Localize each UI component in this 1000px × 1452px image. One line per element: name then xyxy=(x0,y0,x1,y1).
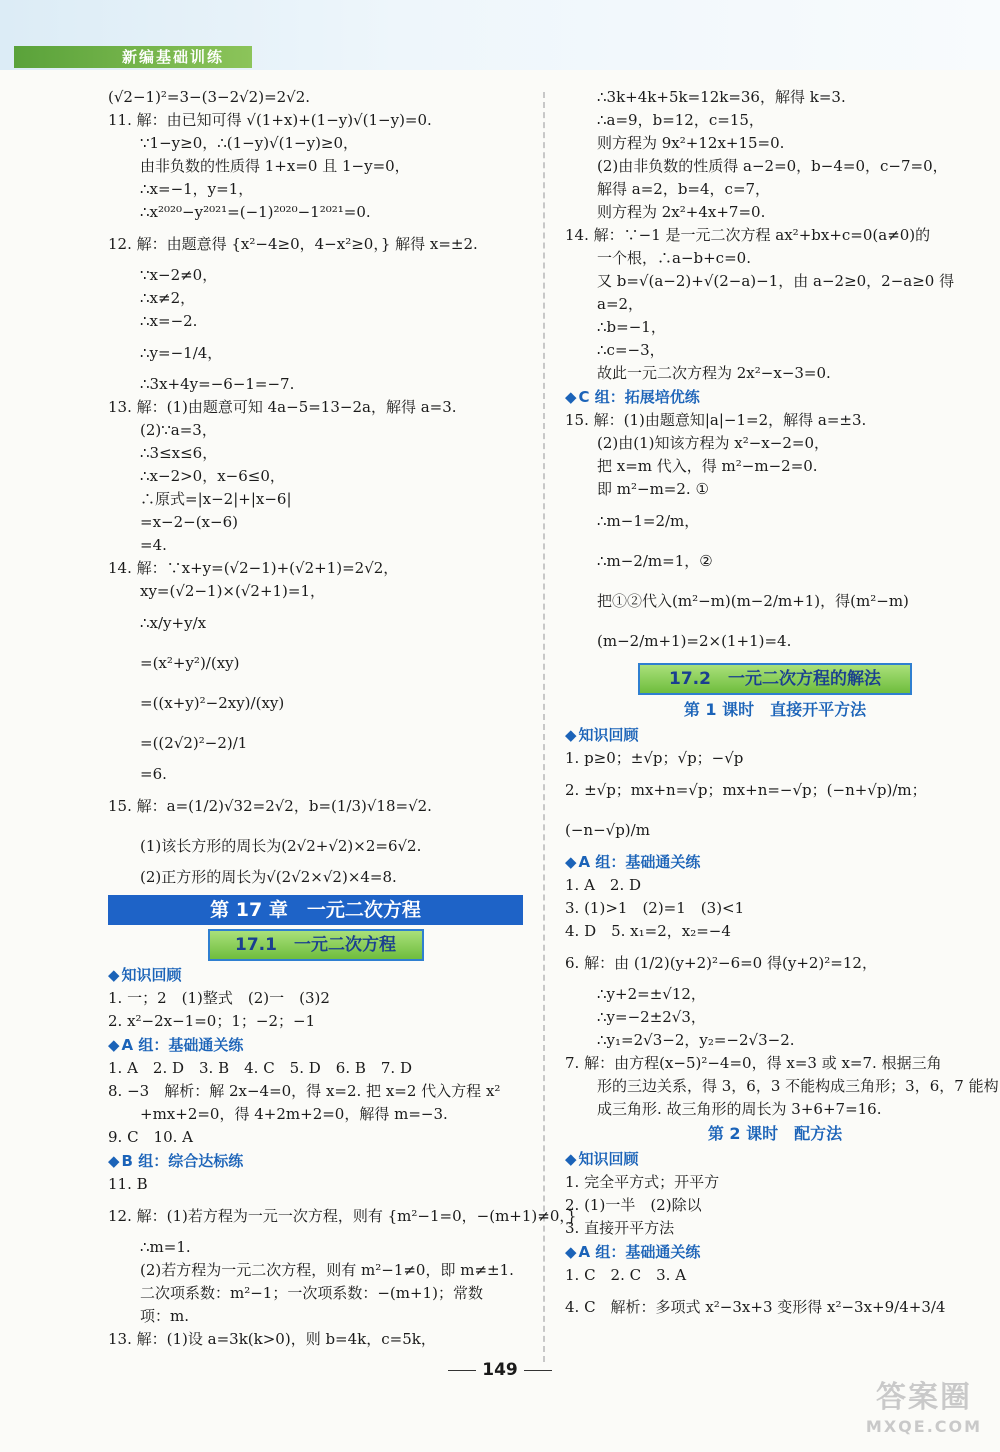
answer-line: ∴x²⁰²⁰−y²⁰²¹=(−1)²⁰²⁰−1²⁰²¹=0. xyxy=(140,203,371,221)
lesson-title: 第 1 课时 直接开平方法 xyxy=(683,700,867,719)
answer-line: 9. C 10. A xyxy=(108,1128,194,1146)
section-heading-text: 知识回顾 xyxy=(578,726,639,744)
section-heading-text: A 组：基础通关练 xyxy=(578,1243,701,1261)
answer-line: 又 b=√(a−2)+√(2−a)−1，由 a−2≥0，2−a≥0 得 xyxy=(597,272,955,290)
answer-line: 把 x=m 代入，得 m²−m−2=0. xyxy=(597,457,818,475)
answer-line: =((2√2)²−2)/1 xyxy=(140,734,248,752)
answer-line: 形的三边关系，得 3，6，3 不能构成三角形；3，6，7 能构 xyxy=(597,1077,999,1095)
answer-line: ∴m−2/m=1，② xyxy=(597,552,713,570)
answer-line: 成三角形. 故三角形的周长为 3+6+7=16. xyxy=(597,1100,882,1118)
answer-line: ∴m−1=2/m， xyxy=(597,512,700,530)
answer-line: 1. A 2. D xyxy=(565,876,642,894)
answer-line: 则方程为 9x²+12x+15=0. xyxy=(597,134,785,152)
answer-line: ∴m=1. xyxy=(140,1238,191,1256)
answer-line: 15. 解：(1)由题意知|a|−1=2，解得 a=±3. xyxy=(565,411,867,429)
section-heading-text: A 组：基础通关练 xyxy=(578,853,701,871)
answer-line: (2)由非负数的性质得 a−2=0，b−4=0，c−7=0， xyxy=(597,157,948,175)
lesson-title: 第 2 课时 配方法 xyxy=(707,1124,843,1143)
answer-line: ∵x−2≠0， xyxy=(140,266,218,284)
section-heading xyxy=(565,385,985,409)
section-heading-text: 知识回顾 xyxy=(578,1150,639,1168)
page-number-text: 149 xyxy=(482,1360,518,1380)
answer-line: 即 m²−m=2. ① xyxy=(597,480,709,498)
diamond-icon: ◆ xyxy=(565,853,577,871)
answer-line: 11. B xyxy=(108,1175,148,1193)
book-series-tag: 新编基础训练 xyxy=(14,46,252,68)
chapter-banner: 第 17 章 一元二次方程 xyxy=(108,895,523,925)
section-heading-text: C 组：拓展培优练 xyxy=(578,388,700,406)
answer-line: ∴y=−1/4， xyxy=(140,344,223,362)
answer-line: ∴x/y+y/x xyxy=(140,614,207,632)
answer-line: 2. (1)一半 (2)除以 xyxy=(565,1196,702,1214)
answer-line: (2)∵a=3， xyxy=(140,421,217,439)
diamond-icon: ◆ xyxy=(565,1150,577,1168)
answer-line: 由非负数的性质得 1+x=0 且 1−y=0， xyxy=(140,157,410,175)
answer-line: 7. 解：由方程(x−5)²−4=0，得 x=3 或 x=7. 根据三角 xyxy=(565,1054,942,1072)
answer-line: 12. 解：(1)若方程为一元一次方程，则有 {m²−1=0，−(m+1)≠0，} xyxy=(108,1207,577,1225)
answer-line: ∴3≤x≤6， xyxy=(140,444,218,462)
answer-line: 1. 完全平方式；开平方 xyxy=(565,1173,720,1191)
answer-line: (2)由(1)知该方程为 x²−x−2=0， xyxy=(597,434,829,452)
answer-line: 4. C 解析：多项式 x²−3x+3 变形得 x²−3x+9/4+3/4 xyxy=(565,1298,946,1316)
answer-line: ∴原式=|x−2|+|x−6| xyxy=(140,490,292,508)
answer-line: a=2， xyxy=(597,295,644,313)
answer-line: 1. 一；2 (1)整式 (2)一 (3)2 xyxy=(108,989,330,1007)
answer-line: ∵1−y≥0，∴(1−y)√(1−y)≥0， xyxy=(140,134,359,152)
section-heading-text: 知识回顾 xyxy=(121,966,182,984)
answer-line: 故此一元二次方程为 2x²−x−3=0. xyxy=(597,364,831,382)
answer-line: 3. (1)>1 (2)=1 (3)<1 xyxy=(565,899,745,917)
answer-line: ∴y+2=±√12， xyxy=(597,985,706,1003)
answer-line: ∴x=−1，y=1， xyxy=(140,180,254,198)
answer-line: (1)该长方形的周长为(2√2+√2)×2=6√2. xyxy=(140,837,422,855)
answer-line: 13. 解：(1)设 a=3k(k>0)，则 b=4k，c=5k， xyxy=(108,1330,436,1348)
answer-line: 11. 解：由已知可得 √(1+x)+(1−y)√(1−y)=0. xyxy=(108,111,432,129)
answer-line: xy=(√2−1)×(√2+1)=1， xyxy=(140,582,326,600)
answer-line: ∴a=9，b=12，c=15， xyxy=(597,111,764,129)
answer-line: (√2−1)²=3−(3−2√2)=2√2. xyxy=(108,88,311,106)
answer-line: =((x+y)²−2xy)/(xy) xyxy=(140,694,285,712)
section-heading xyxy=(565,723,985,747)
column-divider xyxy=(543,92,545,1362)
page-number xyxy=(0,1360,1000,1380)
answer-line: 解得 a=2，b=4，c=7， xyxy=(597,180,771,198)
section-heading xyxy=(565,1240,985,1264)
section-heading xyxy=(565,850,985,874)
section-heading-text: A 组：基础通关练 xyxy=(121,1036,244,1054)
answer-line: ∴x=−2. xyxy=(140,312,198,330)
answer-line: ∴x≠2， xyxy=(140,289,196,307)
answer-line: (2)正方形的周长为√(2√2×√2)×4=8. xyxy=(140,868,397,886)
section-heading xyxy=(108,963,523,987)
diamond-icon: ◆ xyxy=(108,966,120,984)
answer-line: 二次项系数：m²−1；一次项系数：−(m+1)；常数 xyxy=(140,1284,483,1302)
page-header xyxy=(0,0,1000,70)
watermark-url: MXQE.COM xyxy=(865,1417,983,1436)
watermark-logo-text: 答案圈 xyxy=(876,1380,972,1415)
section-heading-text: B 组：综合达标练 xyxy=(121,1152,244,1170)
diamond-icon: ◆ xyxy=(565,388,577,406)
answer-line: 1. C 2. C 3. A xyxy=(565,1266,687,1284)
answer-line: 把①②代入(m²−m)(m−2/m+1)，得(m²−m) xyxy=(597,592,909,610)
answer-line: 12. 解：由题意得 {x²−4≥0，4−x²≥0，} 解得 x=±2. xyxy=(108,235,478,253)
answer-line: ∴x−2>0，x−6≤0， xyxy=(140,467,285,485)
answer-line: =4. xyxy=(140,536,167,554)
answer-line: 则方程为 2x²+4x+7=0. xyxy=(597,203,766,221)
answer-line: =6. xyxy=(140,765,167,783)
answer-line: (−n−√p)/m xyxy=(565,821,650,839)
answer-line: 14. 解：∵−1 是一元二次方程 ax²+bx+c=0(a≠0)的 xyxy=(565,226,931,244)
answer-line: 3. 直接开平方法 xyxy=(565,1219,675,1237)
answer-line: (m−2/m+1)=2×(1+1)=4. xyxy=(597,632,792,650)
right-column xyxy=(565,86,999,1327)
answer-line: ∴y=−2±2√3， xyxy=(597,1008,706,1026)
answer-line: ∴3x+4y=−6−1=−7. xyxy=(140,375,295,393)
answer-line: 14. 解：∵x+y=(√2−1)+(√2+1)=2√2， xyxy=(108,559,399,577)
answer-line: 1. p≥0；±√p；√p；−√p xyxy=(565,749,744,767)
section-heading xyxy=(565,1147,985,1171)
answer-line: 2. x²−2x−1=0；1；−2；−1 xyxy=(108,1012,316,1030)
left-column xyxy=(108,86,577,1351)
section-heading xyxy=(108,1033,523,1057)
answer-line: 1. A 2. D 3. B 4. C 5. D 6. B 7. D xyxy=(108,1059,412,1077)
answer-line: 6. 解：由 (1/2)(y+2)²−6=0 得(y+2)²=12， xyxy=(565,954,877,972)
section-heading xyxy=(108,1149,523,1173)
diamond-icon: ◆ xyxy=(108,1036,120,1054)
answer-line: +mx+2=0，得 4+2m+2=0，解得 m=−3. xyxy=(140,1105,448,1123)
answer-line: ∴c=−3， xyxy=(597,341,665,359)
answer-line: ∴y₁=2√3−2，y₂=−2√3−2. xyxy=(597,1031,795,1049)
answer-line: ∴3k+4k+5k=12k=36，解得 k=3. xyxy=(597,88,846,106)
answer-line: 一个根，∴a−b+c=0. xyxy=(597,249,751,267)
answer-line: 8. −3 解析：解 2x−4=0，得 x=2. 把 x=2 代入方程 x² xyxy=(108,1082,501,1100)
answer-line: (2)若方程为一元二次方程，则有 m²−1≠0，即 m≠±1. xyxy=(140,1261,514,1279)
answer-line: ∴b=−1， xyxy=(597,318,666,336)
answer-line: 项：m. xyxy=(140,1307,189,1325)
diamond-icon: ◆ xyxy=(565,726,577,744)
answer-line: 4. D 5. x₁=2，x₂=−4 xyxy=(565,922,731,940)
answer-line: 2. ±√p；mx+n=√p；mx+n=−√p；(−n+√p)/m； xyxy=(565,781,927,799)
diamond-icon: ◆ xyxy=(565,1243,577,1261)
diamond-icon: ◆ xyxy=(108,1152,120,1170)
watermark xyxy=(858,1380,990,1446)
answer-line: =x−2−(x−6) xyxy=(140,513,238,531)
section-title-box: 17.2 一元二次方程的解法 xyxy=(638,663,912,695)
answer-line: 13. 解：(1)由题意可知 4a−5=13−2a，解得 a=3. xyxy=(108,398,457,416)
answer-line: =(x²+y²)/(xy) xyxy=(140,654,240,672)
answer-line: 15. 解：a=(1/2)√32=2√2，b=(1/3)√18=√2. xyxy=(108,797,432,815)
section-title-box: 17.1 一元二次方程 xyxy=(208,929,424,961)
